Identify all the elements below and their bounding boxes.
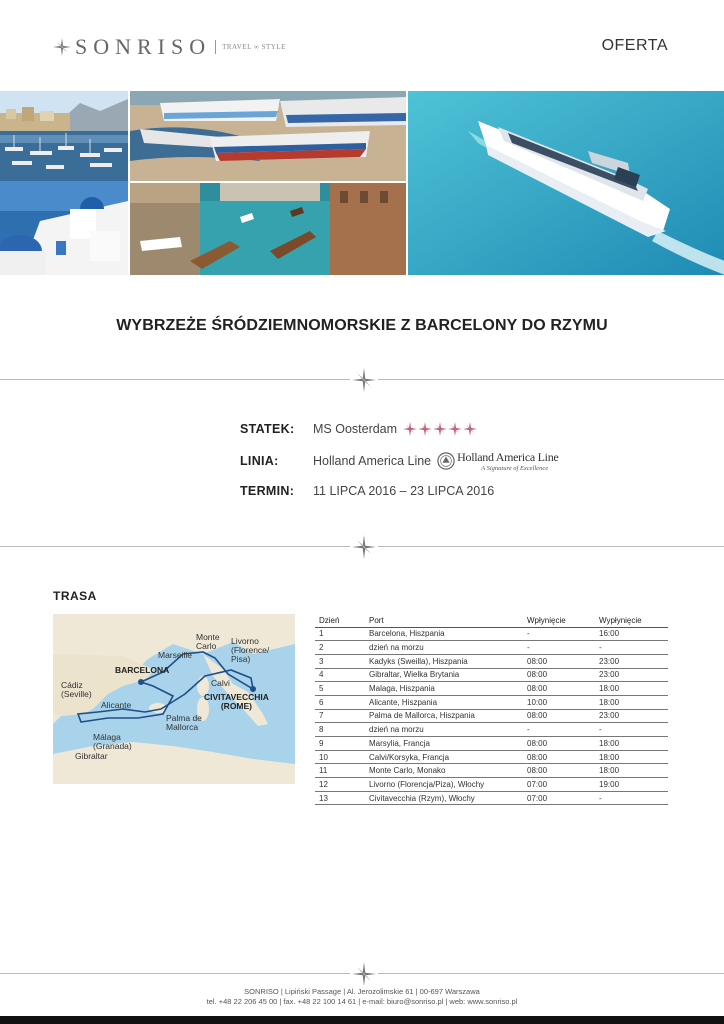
cell-day: 4	[315, 668, 365, 682]
footer-contact: tel. +48 22 206 45 00 | fax. +48 22 100 14 61 | e-mail: biuro@sonriso.pl | web: www.sonriso.pl	[206, 997, 518, 1006]
map-label-cadiz: Cádiz (Seville)	[61, 680, 92, 699]
divider-footer	[0, 962, 724, 986]
footer-bar	[0, 1016, 724, 1024]
photo-harbour-santorini	[0, 91, 128, 275]
ship-label: STATEK:	[240, 422, 295, 436]
port-marker	[138, 679, 144, 685]
cell-port: Marsylia, Francja	[365, 737, 523, 751]
map-label-palma: Palma de Mallorca	[166, 713, 202, 732]
holland-america-emblem-icon	[437, 452, 455, 470]
ship-rating	[403, 422, 478, 436]
cell-departure: 18:00	[595, 695, 668, 709]
divider-top	[0, 368, 724, 392]
map-label-monte-carlo: Monte Carlo	[196, 632, 220, 651]
column-header-departure: Wypłynięcie	[595, 614, 668, 627]
cell-departure: 23:00	[595, 709, 668, 723]
cell-port: Barcelona, Hiszpania	[365, 627, 523, 641]
holland-america-logo	[437, 450, 558, 472]
holland-america-logo-tagline: A Signature of Excellence	[481, 465, 549, 472]
cell-day: 3	[315, 654, 365, 668]
rating-star-icon	[463, 422, 477, 436]
cell-port: Palma de Mallorca, Hiszpania	[365, 709, 523, 723]
cell-arrival: 08:00	[523, 764, 595, 778]
cell-port: dzień na morzu	[365, 641, 523, 655]
ship-value: MS Oosterdam	[313, 422, 398, 436]
cell-departure: 23:00	[595, 668, 668, 682]
table-row	[315, 737, 668, 751]
cell-day: 12	[315, 778, 365, 792]
ship-row	[240, 422, 478, 436]
brand-name: SONRISO	[75, 34, 212, 59]
map-label-marseille: Marseille	[158, 650, 193, 660]
cell-departure: 18:00	[595, 682, 668, 696]
cell-port: Gibraltar, Wielka Brytania	[365, 668, 523, 682]
map-label-livorno: Livorno (Florence/ Pisa)	[231, 636, 270, 664]
table-row	[315, 627, 668, 641]
line-row	[240, 450, 558, 472]
cell-day: 10	[315, 750, 365, 764]
photo-cruise-ship	[408, 91, 724, 275]
cell-arrival: 08:00	[523, 737, 595, 751]
rating-star-icon	[418, 422, 432, 436]
cell-port: Alicante, Hiszpania	[365, 695, 523, 709]
line-label: LINIA:	[240, 454, 279, 468]
table-row	[315, 778, 668, 792]
cell-arrival: 08:00	[523, 750, 595, 764]
column-header-day: Dzień	[315, 614, 365, 627]
page-title: WYBRZEŻE ŚRÓDZIEMNOMORSKIE Z BARCELONY DO RZYMU	[116, 317, 608, 334]
offer-label: OFERTA	[601, 37, 668, 54]
cell-port: Civitavecchia (Rzym), Włochy	[365, 791, 523, 805]
table-row	[315, 750, 668, 764]
table-row	[315, 791, 668, 805]
cell-day: 8	[315, 723, 365, 737]
map-label-malaga: Málaga (Granada)	[93, 732, 132, 751]
page-header	[0, 0, 724, 90]
photo-boats-venice	[130, 91, 406, 275]
itinerary-body	[315, 627, 668, 805]
cell-arrival: 07:00	[523, 778, 595, 792]
cell-arrival: 08:00	[523, 668, 595, 682]
compass-star-icon	[352, 962, 376, 986]
cell-departure: 23:00	[595, 654, 668, 668]
cell-departure: 18:00	[595, 737, 668, 751]
cell-arrival: -	[523, 641, 595, 655]
cell-arrival: 08:00	[523, 682, 595, 696]
divider-middle	[0, 535, 724, 559]
cell-arrival: 07:00	[523, 791, 595, 805]
table-row	[315, 682, 668, 696]
cell-day: 13	[315, 791, 365, 805]
table-row	[315, 641, 668, 655]
table-row	[315, 654, 668, 668]
term-value: 11 LIPCA 2016 – 23 LIPCA 2016	[313, 484, 495, 498]
route-map	[53, 614, 295, 784]
route-title: TRASA	[53, 589, 97, 603]
cell-departure: 18:00	[595, 764, 668, 778]
table-row	[315, 723, 668, 737]
compass-star-icon	[352, 535, 376, 559]
itinerary-table	[315, 614, 668, 805]
cell-port: dzień na morzu	[365, 723, 523, 737]
cell-departure: 19:00	[595, 778, 668, 792]
map-label-alicante: Alicante	[101, 700, 132, 710]
cell-arrival: 08:00	[523, 709, 595, 723]
cell-day: 6	[315, 695, 365, 709]
compass-star-icon	[352, 368, 376, 392]
cell-port: Calvi/Korsyka, Francja	[365, 750, 523, 764]
cell-arrival: 10:00	[523, 695, 595, 709]
cell-port: Malaga, Hiszpania	[365, 682, 523, 696]
line-value: Holland America Line	[313, 454, 432, 468]
column-header-port: Port	[365, 614, 523, 627]
cell-day: 11	[315, 764, 365, 778]
cell-port: Livorno (Florencja/Piza), Włochy	[365, 778, 523, 792]
map-label-gibraltar: Gibraltar	[75, 751, 108, 761]
rating-star-icon	[433, 422, 447, 436]
rating-star-icon	[448, 422, 462, 436]
holland-america-logo-name: Holland America Line	[457, 450, 559, 464]
cell-arrival: -	[523, 627, 595, 641]
cell-day: 1	[315, 627, 365, 641]
term-row	[240, 484, 494, 498]
map-label-calvi: Calvi	[211, 678, 230, 688]
footer-address: SONRISO | Lipiński Passage | Al. Jerozolimskie 61 | 00-697 Warszawa	[244, 987, 480, 996]
cell-day: 9	[315, 737, 365, 751]
map-label-civitavecchia: CIVITAVECCHIA (ROME)	[204, 692, 269, 711]
cell-departure: -	[595, 791, 668, 805]
compass-star-icon	[53, 38, 71, 56]
cell-arrival: -	[523, 723, 595, 737]
cell-departure: 18:00	[595, 750, 668, 764]
table-row	[315, 764, 668, 778]
map-label-barcelona: BARCELONA	[115, 665, 170, 675]
cell-departure: 16:00	[595, 627, 668, 641]
term-label: TERMIN:	[240, 484, 295, 498]
brand-tagline: TRAVEL ∞ STYLE	[222, 43, 286, 51]
cell-day: 7	[315, 709, 365, 723]
table-row	[315, 709, 668, 723]
photo-collage	[0, 91, 724, 275]
table-row	[315, 695, 668, 709]
cell-day: 2	[315, 641, 365, 655]
rating-star-icon	[403, 422, 417, 436]
cell-day: 5	[315, 682, 365, 696]
sonriso-logo	[53, 34, 286, 60]
page-footer	[0, 987, 724, 1007]
column-header-arrival: Wpłynięcie	[523, 614, 595, 627]
table-header-row	[315, 614, 668, 627]
cell-departure: -	[595, 723, 668, 737]
cell-port: Monte Carlo, Monako	[365, 764, 523, 778]
table-row	[315, 668, 668, 682]
cell-arrival: 08:00	[523, 654, 595, 668]
cell-departure: -	[595, 641, 668, 655]
logo-separator	[215, 40, 216, 54]
cell-port: Kadyks (Sweilla), Hiszpania	[365, 654, 523, 668]
